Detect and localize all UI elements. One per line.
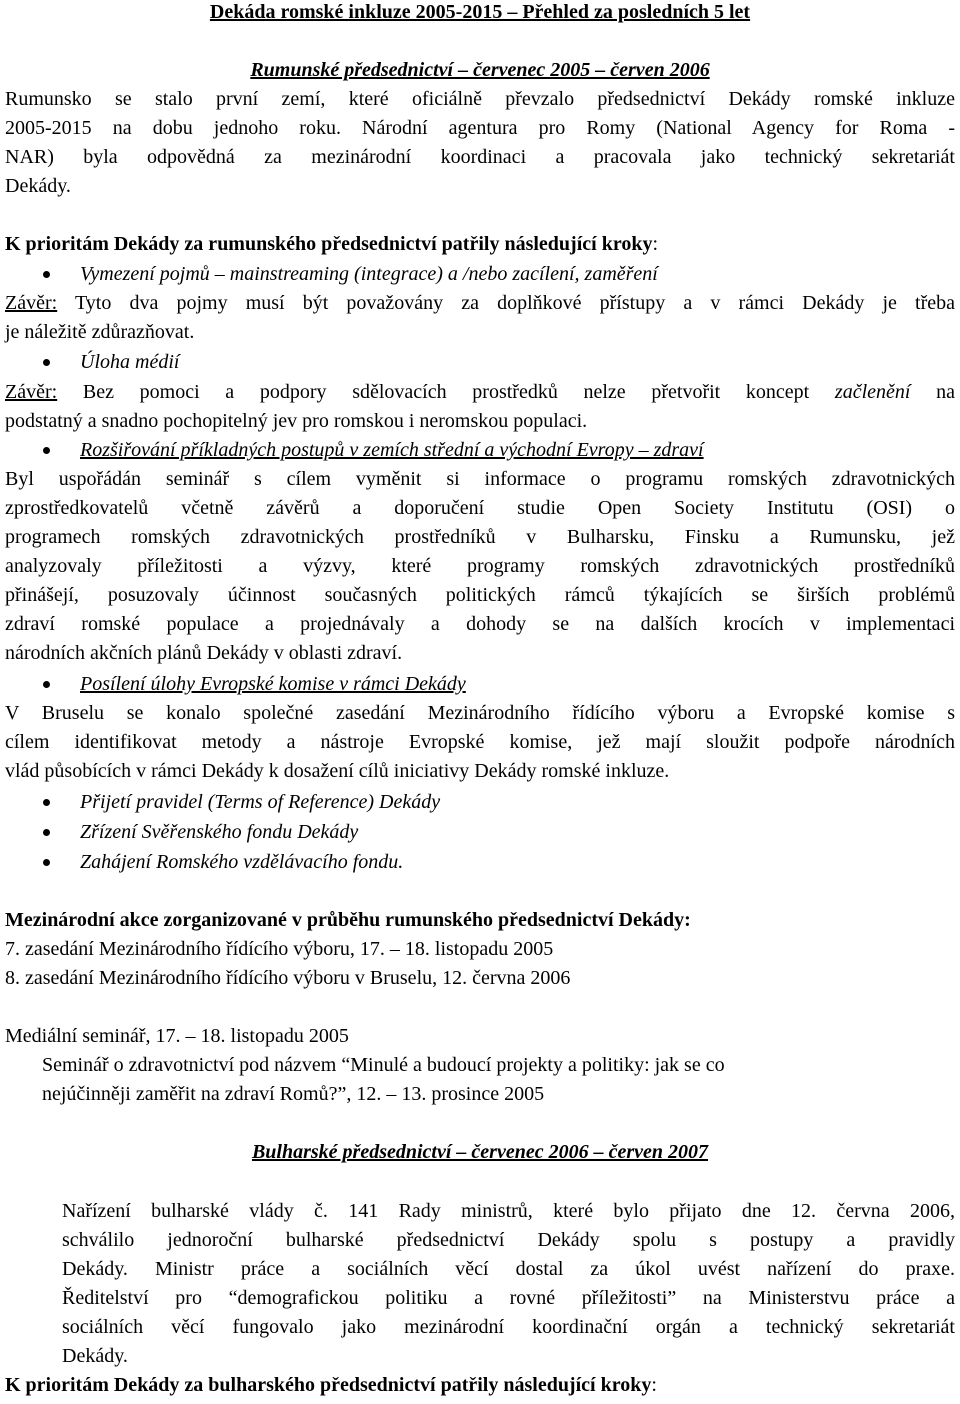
international-events-heading: Mezinárodní akce zorganizované v průběhu rumunského předsednictví Dekády: <box>5 909 691 931</box>
health-text-line: programech romských zdravotnických prostředníků v Bulharsku, Finsku a Rumunsku, jež <box>5 526 955 548</box>
conclusion-label: Závěr: <box>5 381 58 403</box>
commission-text-line: vlád působících v rámci Dekády k dosažení cílů iniciativy Dekády romské inkluze. <box>5 760 670 782</box>
bulgarian-intro-line: Dekády. <box>62 1345 128 1367</box>
bullet-item-education-fund: Zahájení Romského vzdělávacího fondu. <box>80 851 404 873</box>
romanian-intro-line: NAR) byla odpovědná za mezinárodní koordinaci a pracovala jako technický sekretariát <box>5 146 955 168</box>
priorities-heading-text: K prioritám Dekády za rumunského předsednictví patřily následující kroky <box>5 233 653 255</box>
commission-text-line: V Bruselu se konalo společné zasedání Mezinárodního řídícího výboru a Evropské komise s <box>5 702 955 724</box>
bullet-icon <box>43 799 50 806</box>
conclusion-2-text-end: na <box>910 381 955 403</box>
bullet-item-trust-fund: Zřízení Svěřenského fondu Dekády <box>80 821 359 843</box>
bulgarian-presidency-heading: Bulharské předsednictví – červenec 2006 – červen 2007 <box>251 1141 709 1163</box>
bullet-icon <box>43 447 50 454</box>
conclusion-1-line-2: je náležitě zdůrazňovat. <box>5 321 195 343</box>
priorities-colon: : <box>651 1374 657 1396</box>
bullet-item-terms: Přijetí pravidel (Terms of Reference) Dekády <box>80 791 441 813</box>
bullet-item-media: Úloha médií <box>80 351 180 373</box>
bullet-icon <box>43 271 50 278</box>
health-text-line: národních akčních plánů Dekády v oblasti zdraví. <box>5 642 403 664</box>
conclusion-2-line-2: podstatný a snadno pochopitelný jev pro romskou i neromskou populaci. <box>5 410 588 432</box>
bullet-item-health: Rozšiřování příkladných postupů v zemích střední a východní Evropy – zdraví <box>80 439 704 461</box>
conclusion-2-text: Bez pomoci a podpory sdělovacích prostředků nelze přetvořit koncept <box>57 381 835 403</box>
bulgarian-intro-line: schválilo jednoroční bulharské předsednictví Dekády spolu s postupy a pravidly <box>62 1229 955 1251</box>
bulgarian-intro-line: sociálních věcí fungovalo jako mezinárodní koordinační orgán a technický sekretariát <box>62 1316 955 1338</box>
bulgarian-intro-line: Ředitelství pro “demografickou politiku a rovné příležitosti” na Ministerstvu práce a <box>62 1287 955 1309</box>
health-text-line: přinášejí, posuzovaly účinnost současných politických rámců týkajících se širších problémů <box>5 584 955 606</box>
bullet-icon <box>43 829 50 836</box>
event-item: 8. zasedání Mezinárodního řídícího výboru v Bruselu, 12. června 2006 <box>5 967 571 989</box>
priorities-heading-text: K prioritám Dekády za bulharského předsednictví patřily následující kroky <box>5 1374 652 1396</box>
bullet-item-commission: Posílení úlohy Evropské komise v rámci Dekády <box>80 673 466 695</box>
health-text-line: Byl uspořádán seminář s cílem vyměnit si informace o programu romských zdravotnických <box>5 468 955 490</box>
conclusion-2-emphasis: začlenění <box>834 381 911 403</box>
bullet-icon <box>43 681 50 688</box>
romanian-intro-line: Dekády. <box>5 175 71 197</box>
event-item: 7. zasedání Mezinárodního řídícího výboru, 17. – 18. listopadu 2005 <box>5 938 554 960</box>
romanian-intro-line: Rumunsko se stalo první zemí, které oficiálně převzalo předsednictví Dekády romské inkluze <box>5 88 955 110</box>
conclusion-2-line <box>5 380 955 406</box>
commission-text-line: cílem identifikovat metody a nástroje Evropské komise, jež mají sloužit podpoře národních <box>5 731 955 753</box>
document-title: Dekáda romské inkluze 2005-2015 – Přehled za posledních 5 let <box>209 1 751 23</box>
health-text-line: zdraví romské populace a projednávaly a dohody se na dalších krocích v implementaci <box>5 613 955 635</box>
media-seminar: Mediální seminář, 17. – 18. listopadu 2005 <box>5 1025 349 1047</box>
bullet-item-concepts: Vymezení pojmů – mainstreaming (integrace) a /nebo zacílení, zaměření <box>80 263 658 285</box>
health-seminar-line: nejúčinněji zaměřit na zdraví Romů?”, 12. – 13. prosince 2005 <box>42 1083 545 1105</box>
conclusion-label: Závěr: <box>5 292 58 314</box>
bullet-icon <box>43 359 50 366</box>
conclusion-1-text: Tyto dva pojmy musí být považovány za doplňkové přístupy a v rámci Dekády je třeba <box>57 292 955 314</box>
romanian-intro-line: 2005-2015 na dobu jednoho roku. Národní agentura pro Romy (National Agency for Roma - <box>5 117 955 139</box>
bulgarian-priorities-heading <box>5 1373 955 1399</box>
bulgarian-intro-line: Dekády. Ministr práce a sociálních věcí dostal za úkol uvést nařízení do praxe. <box>62 1258 955 1280</box>
bulgarian-intro-line: Nařízení bulharské vlády č. 141 Rady ministrů, které bylo přijato dne 12. června 2006, <box>62 1200 955 1222</box>
health-text-line: zprostředkovatelů včetně závěrů a doporučení studie Open Society Institutu (OSI) o <box>5 497 955 519</box>
priorities-colon: : <box>652 233 659 255</box>
health-seminar-line: Seminář o zdravotnictví pod názvem “Minulé a budoucí projekty a politiky: jak se co <box>42 1054 725 1076</box>
conclusion-1-line <box>5 291 955 317</box>
health-text-line: analyzovaly příležitosti a výzvy, které programy romských zdravotnických prostředníků <box>5 555 955 577</box>
romanian-presidency-heading: Rumunské předsednictví – červenec 2005 – červen 2006 <box>250 59 710 81</box>
romanian-priorities-heading <box>5 232 955 258</box>
bullet-icon <box>43 859 50 866</box>
